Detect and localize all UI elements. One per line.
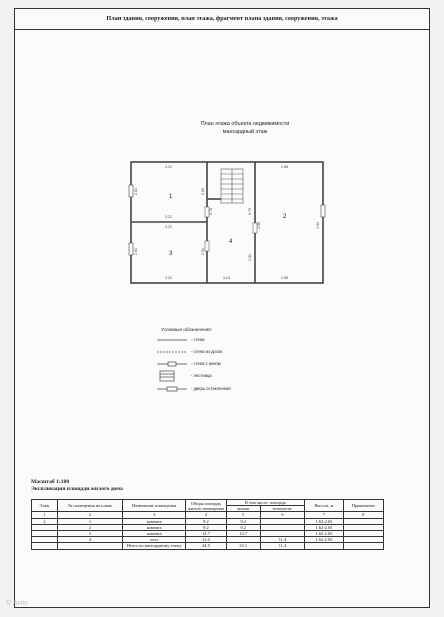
cell-height: 1.62-2.65: [305, 531, 343, 537]
legend-item-wall: - стена: [191, 337, 205, 342]
dim-r3-top: 2.98: [281, 165, 288, 169]
colnum: 4: [186, 512, 226, 518]
col-height: Высота, м: [305, 500, 343, 512]
explication-caption: Экспликация площади жилого дома: [31, 486, 123, 492]
colnum: 2: [57, 512, 122, 518]
cell-living: 9.2: [226, 518, 260, 524]
room-number-2: 3: [169, 251, 173, 257]
dim-r2-top: 3.22: [165, 225, 172, 229]
dim-hall-right: 0.79: [248, 208, 252, 215]
cell-total: 14.7: [186, 531, 226, 537]
room-number-3: 2: [283, 214, 287, 220]
legend-symbols: [157, 340, 187, 391]
dim-hall-left: 0.76: [209, 208, 213, 215]
document-sheet: [14, 8, 430, 608]
cell-total: 9.2: [186, 524, 226, 530]
cell-total: 11.4: [186, 537, 226, 543]
plan-title-line2: мансардный этаж: [222, 129, 268, 135]
col-incl: В том числе, площадь: [226, 500, 305, 506]
cell-floor: [32, 543, 58, 549]
legend-item-glass-door: - дверь остекленная: [191, 386, 231, 391]
plan-walls: [131, 162, 323, 283]
dim-r1-left: 2.81: [134, 188, 138, 195]
cell-total: 44.5: [186, 543, 226, 549]
colnum: 5: [226, 512, 260, 518]
col-purpose: Назначение помещения: [123, 500, 186, 512]
legend-item-stairs: - лестница: [191, 373, 212, 378]
watermark: © Avito: [6, 600, 29, 607]
plan-title: [135, 120, 355, 136]
colnum: 3: [123, 512, 186, 518]
table-total-row: [32, 543, 384, 549]
cell-height: 1.62-2.65: [305, 537, 343, 543]
cell-aux: 11.4: [260, 543, 305, 549]
dim-hall-bottom: 3.24: [223, 276, 230, 280]
legend-item-board-wall: - стена из досок: [191, 349, 223, 354]
cell-no: 4: [57, 537, 122, 543]
explication-table: [31, 499, 384, 550]
col-room-no: № помещения на плане: [57, 500, 122, 512]
col-aux: вспомогат.: [260, 506, 305, 512]
window-marks: [129, 185, 325, 255]
col-total: Общая площадь жилого помещения: [186, 500, 226, 512]
colnum: 8: [343, 512, 383, 518]
cell-purpose: Итого по мансардному этажу: [123, 543, 186, 549]
dim-r2-left: 2.91: [134, 248, 138, 255]
dim-hall-right2: 2.91: [248, 254, 252, 261]
colnum: 1: [32, 512, 58, 518]
cell-aux: 11.4: [260, 537, 305, 543]
cell-height: [305, 543, 343, 549]
cell-purpose: комната: [123, 518, 186, 524]
scale-label: Масштаб 1:100: [31, 479, 70, 485]
scale-block: [31, 479, 123, 493]
cell-purpose: комната: [123, 524, 186, 530]
colnum: 7: [305, 512, 343, 518]
col-living: жилая: [226, 506, 260, 512]
col-floor: Этаж: [32, 500, 58, 512]
cell-floor: 2: [32, 518, 58, 524]
cell-living: 14.7: [226, 531, 260, 537]
dim-r1-top: 3.31: [165, 165, 172, 169]
dim-r2-bottom: 3.22: [165, 276, 172, 280]
legend-title: Условные обозначения:: [161, 327, 212, 332]
dim-r3-bottom: 2.98: [281, 276, 288, 280]
room-number-4: 4: [229, 239, 233, 245]
cell-no: 3: [57, 531, 122, 537]
cell-living: 33.1: [226, 543, 260, 549]
cell-height: 1.62-2.65: [305, 524, 343, 530]
cell-no: 1: [57, 518, 122, 524]
dim-r3-right: 4.93: [316, 222, 320, 229]
dim-r1-right: 2.80: [201, 188, 205, 195]
room-number-1: 1: [169, 194, 173, 200]
plan-title-line1: План этажа объекта недвижимости: [200, 121, 290, 127]
dim-r1-bottom: 3.22: [165, 215, 172, 219]
dim-r2-right: 2.91: [201, 248, 205, 255]
cell-purpose: комната: [123, 531, 186, 537]
stairs-icon: [221, 169, 243, 203]
cell-note: [343, 543, 383, 549]
cell-no: 2: [57, 524, 122, 530]
dim-r3-left: 4.96: [257, 222, 261, 229]
col-note: Примечание: [343, 500, 383, 512]
colnum: 6: [260, 512, 305, 518]
cell-no: [57, 543, 122, 549]
cell-height: 1.62-2.65: [305, 518, 343, 524]
legend-item-window-wall: - стена с окном: [191, 361, 221, 366]
document-header: План здания, сооружения, план этажа, фрагмент плана здания, сооружения, этажа: [15, 9, 429, 30]
cell-purpose: холл: [123, 537, 186, 543]
cell-living: 9.2: [226, 524, 260, 530]
cell-total: 9.2: [186, 518, 226, 524]
